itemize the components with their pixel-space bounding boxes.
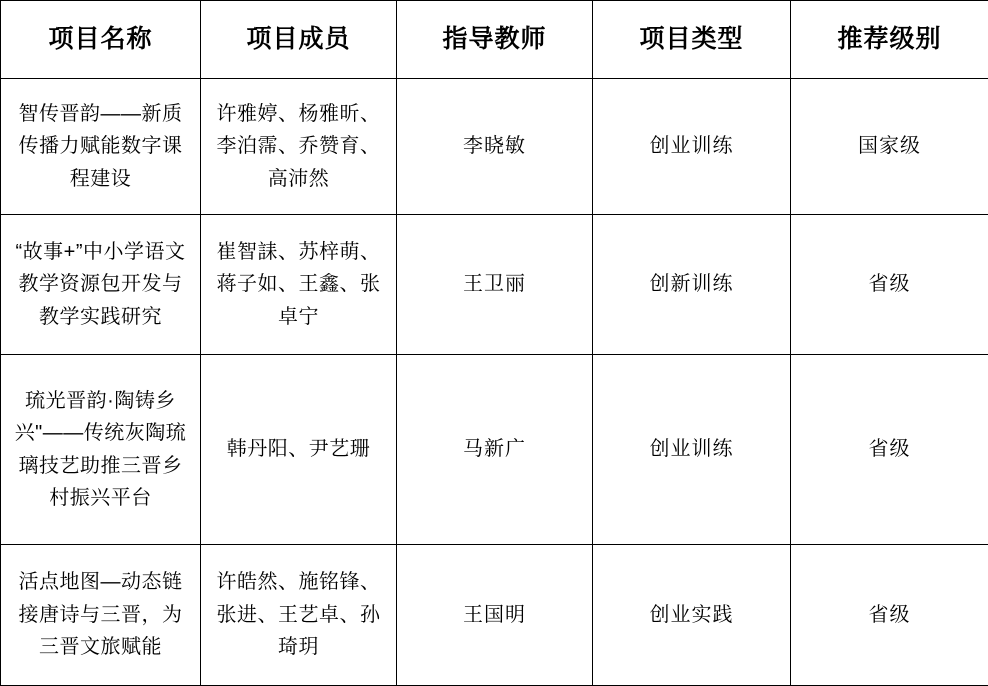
header-row (1, 1, 988, 79)
cell-project-members: 崔智誄、苏梓萌、蒋子如、王鑫、张卓宁 (201, 215, 397, 355)
cell-advisor: 马新广 (397, 355, 593, 545)
table-body (1, 79, 988, 686)
cell-project-name: 活点地图—动态链接唐诗与三晋，为三晋文旅赋能 (1, 545, 201, 686)
cell-project-name: 琉光晋韵·陶铸乡兴"——传统灰陶琉璃技艺助推三晋乡村振兴平台 (1, 355, 201, 545)
table-row (1, 79, 988, 215)
table-row (1, 355, 988, 545)
table-row (1, 215, 988, 355)
cell-recommended-level: 省级 (791, 215, 988, 355)
cell-project-type: 创业训练 (593, 79, 791, 215)
cell-project-type: 创新训练 (593, 215, 791, 355)
cell-advisor: 李晓敏 (397, 79, 593, 215)
cell-recommended-level: 国家级 (791, 79, 988, 215)
cell-recommended-level: 省级 (791, 545, 988, 686)
cell-advisor: 王卫丽 (397, 215, 593, 355)
cell-project-members: 许雅婷、杨雅昕、李泊霈、乔赞育、高沛然 (201, 79, 397, 215)
table-header (1, 1, 988, 79)
cell-project-type: 创业训练 (593, 355, 791, 545)
column-header-recommended-level: 推荐级别 (791, 1, 988, 79)
table-row (1, 545, 988, 686)
cell-project-name: 智传晋韵——新质传播力赋能数字课程建设 (1, 79, 201, 215)
cell-project-type: 创业实践 (593, 545, 791, 686)
cell-recommended-level: 省级 (791, 355, 988, 545)
column-header-advisor: 指导教师 (397, 1, 593, 79)
cell-project-members: 韩丹阳、尹艺珊 (201, 355, 397, 545)
cell-advisor: 王国明 (397, 545, 593, 686)
column-header-project-type: 项目类型 (593, 1, 791, 79)
column-header-project-name: 项目名称 (1, 1, 201, 79)
cell-project-members: 许皓然、施铭锋、张进、王艺卓、孙琦玥 (201, 545, 397, 686)
cell-project-name: “故事+”中小学语文教学资源包开发与教学实践研究 (1, 215, 201, 355)
column-header-project-members: 项目成员 (201, 1, 397, 79)
